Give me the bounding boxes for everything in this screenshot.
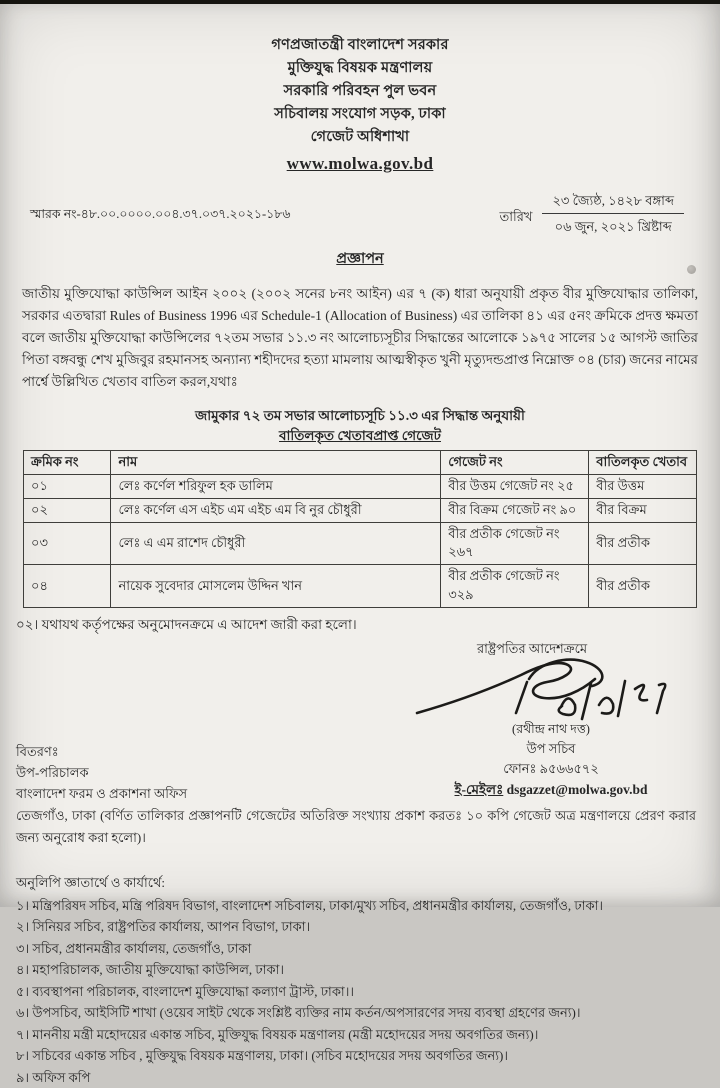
notification-title: প্রজ্ঞাপন: [336, 250, 384, 267]
date-block: [500, 191, 691, 237]
distribution-note: তেজগাঁও, ঢাকা (বর্ণিত তালিকার প্রজ্ঞাপনটি গেজেটের অতিরিক্ত সংখ্যায় প্রকাশ করতঃ ১০ কপি গেজেট অত্র মন্ত্রণালয়ে প্রেরণ করার জন্য অনুরোধ করা হলো)।: [16, 808, 696, 845]
table-header-cell-0: ক্রমিক নং: [24, 451, 111, 475]
table-cell: বীর বিক্রম গেজেট নং ৯০: [441, 498, 589, 522]
table-row: [24, 522, 697, 565]
cc-item: ১। মন্ত্রিপরিষদ সচিব, মন্ত্রি পরিষদ বিভাগ, বাংলাদেশ সচিবালয়, ঢাকা/মুখ্য সচিব, প্রধানমন্ত্রীর কার্যালয়, তেজগাঁও, ঢাকা।: [16, 897, 604, 913]
address-line: সচিবালয় সংযোগ সড়ক, ঢাকা: [274, 106, 446, 122]
table-row: [24, 474, 697, 498]
date-bangla: ২৩ জ্যৈষ্ঠ, ১৪২৮ বঙ্গাব্দ: [542, 191, 684, 215]
table-header-cell-1: নাম: [111, 451, 441, 475]
distribution-label: বিতরণঃ: [16, 744, 59, 760]
cc-item: ২। সিনিয়র সচিব, রাষ্ট্রপতির কার্যালয়, আপন বিভাগ, ঢাকা।: [16, 919, 311, 935]
date-stack: [542, 191, 684, 237]
table-cell: বীর উত্তম গেজেট নং ২৫: [441, 474, 589, 498]
memo-date-row: [0, 177, 720, 237]
table-header-cell-2: গেজেট নং: [441, 451, 589, 475]
order-issued-line: ০২। যথাযথ কর্তৃপক্ষের অনুমোদনক্রমে এ আদেশ জারী করা হলো।: [16, 616, 357, 632]
scan-top-edge: [0, 0, 720, 4]
distribution-line-1: উপ-পরিচালক: [16, 765, 89, 781]
scan-artifact-dot: [687, 265, 696, 274]
ministry-name: মুক্তিযুদ্ধ বিষয়ক মন্ত্রণালয়: [287, 60, 433, 76]
phone-number: ফোনঃ ৯৫৬৬৫৭২: [503, 761, 599, 777]
date-label: তারিখ: [499, 208, 533, 224]
table-cell: বীর বিক্রম: [589, 498, 697, 522]
table-cell: লেঃ এ এম রাশেদ চৌধুরী: [111, 522, 441, 565]
signature-distribution-section: [0, 637, 720, 849]
section-name: গেজেট অধিশাখা: [310, 129, 410, 145]
table-cell: বীর উত্তম: [589, 474, 697, 498]
date-gregorian: ০৬ জুন, ২০২১ খ্রিষ্টাব্দ: [554, 219, 672, 234]
email-label: ই-মেইলঃ: [454, 781, 504, 797]
table-cell: লেঃ কর্ণেল শরিফুল হক ডালিম: [111, 474, 441, 498]
cc-item: ৪। মহাপরিচালক, জাতীয় মুক্তিযোদ্ধা কাউন্সিল, ঢাকা।: [16, 962, 285, 978]
table-caption-line2: বাতিলকৃত খেতাবপ্রাপ্ত গেজেট: [279, 427, 441, 443]
table-row: [24, 498, 697, 522]
cancelled-gazette-table: [23, 450, 697, 608]
distribution-line-2: বাংলাদেশ ফরম ও প্রকাশনা অফিস: [16, 786, 188, 802]
body-paragraph: জাতীয় মুক্তিযোদ্ধা কাউন্সিল আইন ২০০২ (২০০২ সনের ৮নং আইন) এর ৭ (ক) ধারা অনুযায়ী প্রকৃত বীর মুক্তিযোদ্ধার তালিকা, সরকার এতদ্বারা Rules of Business 1996 এর Schedule-1 (Allocation of Business) এর তালিকা ৪১ এর ৫নং ক্রমিকে প্রদত্ত ক্ষমতা বলে জাতীয় মুক্তিযোদ্ধা কাউন্সিলের ৭২তম সভার ১১.৩ নং আলোচ্যসূচীর সিদ্ধান্তের আলোকে ১৯৭৫ সালের ১৫ আগস্ট জাতির পিতা বঙ্গবন্ধু শেখ মুজিবুর রহমানসহ অন্যান্য শহীদদের হত্যা মামলায় আত্মস্বীকৃত খুনী মৃত্যুদন্ডপ্রাপ্ত নিম্নোক্ত ০৪ (চার) জনের নামের পার্শ্বে উল্লিখিত খেতাব বাতিল করল,যথাঃ: [22, 286, 698, 389]
signature-block: [396, 639, 706, 800]
cc-item: ৭। মাননীয় মন্ত্রী মহোদয়ের একান্ত সচিব, মুক্তিযুদ্ধ বিষয়ক মন্ত্রণালয় (মন্ত্রী মহোদয়ের সদয় অবগতির জন্য)।: [16, 1026, 539, 1042]
letterhead: [0, 0, 720, 177]
cc-section: [16, 873, 720, 1088]
email-line: [396, 780, 706, 800]
building-name: সরকারি পরিবহন পুল ভবন: [283, 83, 437, 99]
website-url: www.molwa.gov.bd: [286, 154, 434, 173]
government-name: গণপ্রজাতন্ত্রী বাংলাদেশ সরকার: [271, 37, 449, 53]
signatory-name: (রথীন্দ্র নাথ দত্ত): [512, 722, 590, 737]
table-caption: [0, 406, 720, 447]
table-caption-line1: জামুকার ৭২ তম সভার আলোচ্যসূচি ১১.৩ এর সিদ্ধান্ত অনুযায়ী: [195, 407, 525, 423]
table-header-cell-3: বাতিলকৃত খেতাব: [589, 451, 697, 475]
table-cell: ০১: [24, 474, 111, 498]
table-cell: বীর প্রতীক: [589, 522, 697, 565]
table-cell: বীর প্রতীক গেজেট নং ৩২৯: [441, 565, 589, 608]
memo-number: স্মারক নং-৪৮.০০.০০০০.০০৪.৩৭.০৩৭.২০২১-১৮৬: [30, 206, 291, 221]
cc-item: ৬। উপসচিব, আইসিটি শাখা (ওয়েব সাইট থেকে সংশ্লিষ্ট ব্যক্তির নাম কর্তন/অপসারণের সদয় ব্যবস্থা গ্রহণের জন্য)।: [16, 1005, 581, 1021]
email-address: dsgazzet@molwa.gov.bd: [506, 781, 648, 797]
table-cell: নায়েক সুবেদার মোসলেম উদ্দিন খান: [111, 565, 441, 608]
signatory-designation: উপ সচিব: [526, 740, 576, 756]
table-cell: লেঃ কর্ণেল এস এইচ এম এইচ এম বি নুর চৌধুরী: [111, 498, 441, 522]
cc-item: ৫। ব্যবস্থাপনা পরিচালক, বাংলাদেশ মুক্তিযোদ্ধা কল্যাণ ট্রাস্ট, ঢাকা।।: [16, 983, 354, 999]
by-order-of-president: রাষ্ট্রপতির আদেশক্রমে: [476, 641, 588, 657]
cc-list: [16, 895, 720, 1088]
cc-item: ৮। সচিবের একান্ত সচিব , মুক্তিযুদ্ধ বিষয়ক মন্ত্রণালয়, ঢাকা। (সচিব মহোদয়ের সদয় অবগতির জন্য)।: [16, 1048, 509, 1064]
cc-heading: অনুলিপি জ্ঞাতার্থে ও কার্যার্থে:: [16, 875, 166, 891]
table-cell: ০২: [24, 498, 111, 522]
table-body: [24, 474, 697, 607]
table-cell: বীর প্রতীক: [589, 565, 697, 608]
cc-item: ৩। সচিব, প্রধানমন্ত্রীর কার্যালয়, তেজগাঁও, ঢাকা: [16, 940, 252, 956]
table-header-row: [24, 451, 697, 475]
cc-item: ৯। অফিস কপি: [16, 1069, 91, 1085]
table-cell: বীর প্রতীক গেজেট নং ২৬৭: [441, 522, 589, 565]
table-row: [24, 565, 697, 608]
table-cell: ০৪: [24, 565, 111, 608]
table-cell: ০৩: [24, 522, 111, 565]
